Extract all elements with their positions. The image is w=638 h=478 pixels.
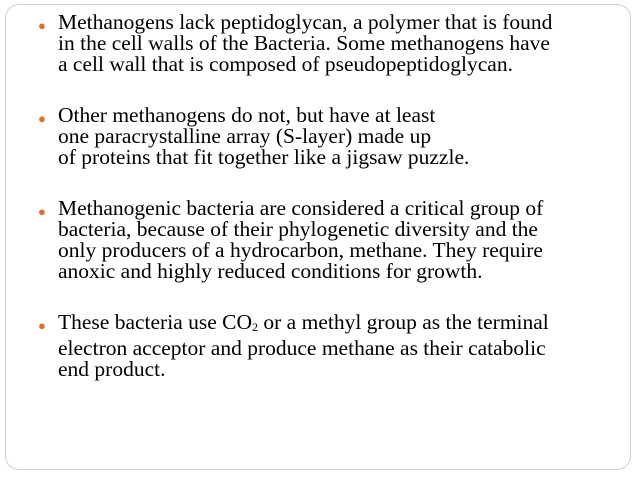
bullet-line: bacteria, because of their phylogenetic diversity and the	[58, 217, 538, 241]
bullet-line: Methanogenic bacteria are considered a critical group of	[58, 196, 544, 220]
bullet-item	[38, 105, 598, 168]
bullet-line: of proteins that fit together like a jigsaw puzzle.	[58, 145, 470, 169]
bullet-list	[38, 12, 598, 410]
bullet-item	[38, 312, 598, 380]
bullet-line: in the cell walls of the Bacteria. Some methanogens have	[58, 31, 550, 55]
bullet-line: end product.	[58, 357, 166, 381]
bullet-line: Other methanogens do not, but have at least	[58, 103, 436, 127]
bullet-circle-icon: ●	[38, 111, 46, 126]
bullet-item	[38, 12, 598, 75]
bullet-line: one paracrystalline array (S-layer) made up	[58, 124, 432, 148]
bullet-line: Methanogens lack peptidoglycan, a polymer that is found	[58, 10, 553, 34]
bullet-line: anoxic and highly reduced conditions for growth.	[58, 259, 483, 283]
bullet-circle-icon: ●	[38, 318, 46, 333]
bullet-line: only producers of a hydrocarbon, methane. They require	[58, 238, 543, 262]
bullet-circle-icon: ●	[38, 18, 46, 33]
bullet-line: electron acceptor and produce methane as their catabolic	[58, 336, 546, 360]
bullet-line	[58, 312, 598, 338]
bullet-text: or a methyl group as the terminal	[258, 310, 549, 334]
bullet-circle-icon: ●	[38, 204, 46, 219]
bullet-text: These bacteria use CO	[58, 310, 253, 334]
bullet-line: a cell wall that is composed of pseudopeptidoglycan.	[58, 52, 513, 76]
subscript-text: 2	[252, 320, 259, 334]
bullet-item	[38, 198, 598, 282]
